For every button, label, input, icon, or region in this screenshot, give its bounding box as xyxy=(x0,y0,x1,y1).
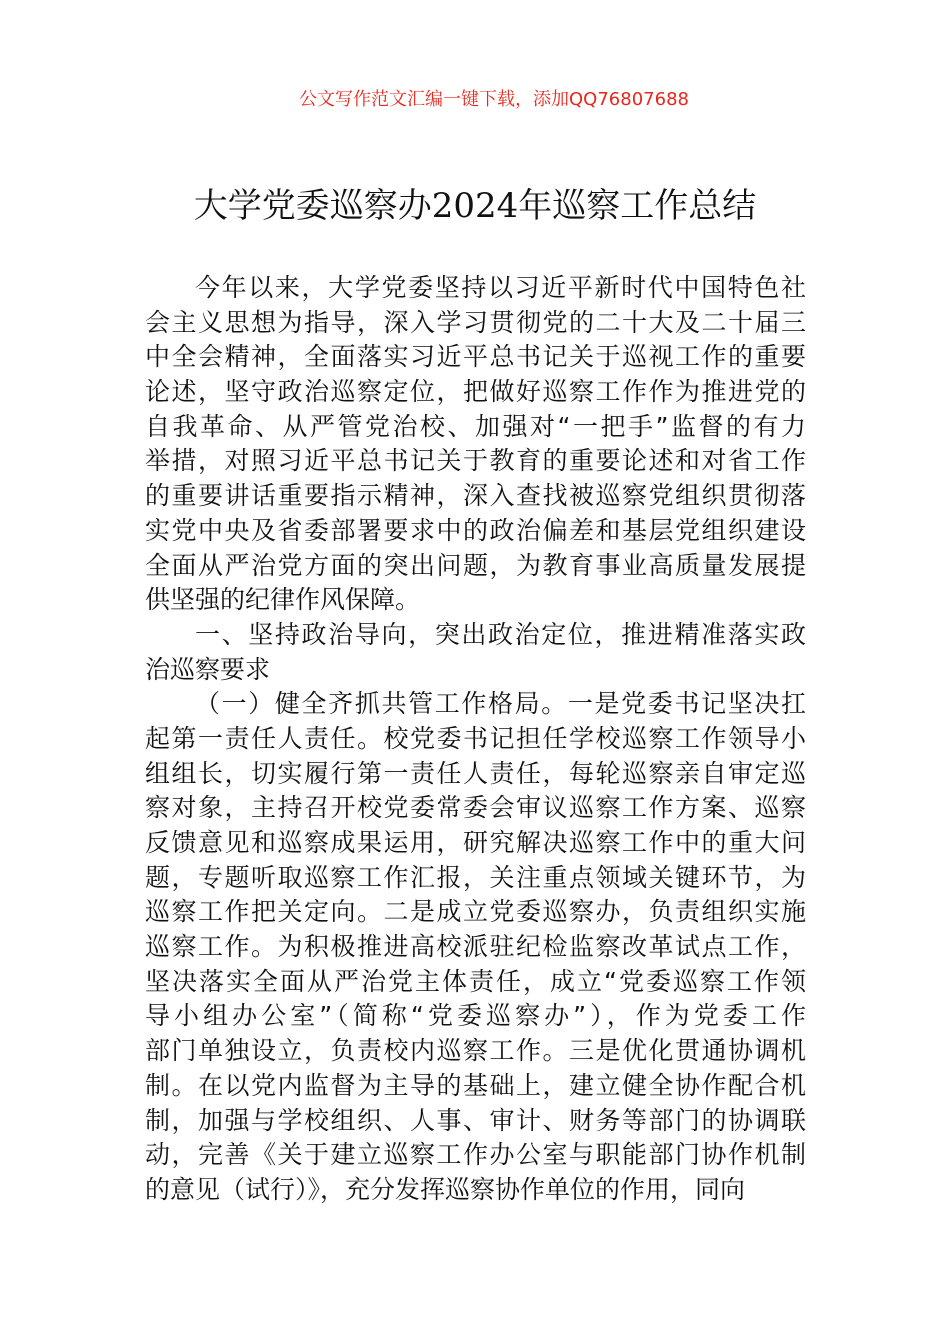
paragraph-line: 反馈意见和巡察成果运用，研究解决巡察工作中的重大问 xyxy=(145,828,806,857)
section-heading-line: 一、坚持政治导向，突出政治定位，推进精准落实政 xyxy=(195,619,806,649)
paragraph-line: 中全会精神，全面落实习近平总书记关于巡视工作的重要 xyxy=(145,342,806,372)
paragraph-line: 全面从严治党方面的突出问题，为教育事业高质量发展提 xyxy=(145,550,806,580)
paragraph-line: 导小组办公室”（简称“党委巡察办”），作为党委工作 xyxy=(145,1001,806,1031)
document-body xyxy=(145,271,806,1208)
document-title: 大学党委巡察办2024年巡察工作总结 xyxy=(193,186,757,226)
paragraph-line: 起第一责任人责任。校党委书记担任学校巡察工作领导小 xyxy=(145,723,806,753)
paragraph-line: 的意见（试行）》，充分发挥巡察协作单位的作用，同向 xyxy=(145,1174,746,1204)
paragraph-line: 举措，对照习近平总书记关于教育的重要论述和对省工作 xyxy=(145,446,806,476)
paragraph-line: 部门单独设立，负责校内巡察工作。三是优化贯通协调机 xyxy=(145,1036,806,1066)
watermark-header: 公文写作范文汇编一键下载，添加QQ76807688 xyxy=(299,89,689,110)
paragraph-line: 巡察工作把关定向。二是成立党委巡察办，负责组织实施 xyxy=(145,897,806,927)
paragraph-line: 组组长，切实履行第一责任人责任，每轮巡察亲自审定巡 xyxy=(145,758,806,788)
paragraph-line: 今年以来，大学党委坚持以习近平新时代中国特色社 xyxy=(195,273,806,302)
paragraph-line: 自我革命、从严管党治校、加强对“一把手”监督的有力 xyxy=(145,411,806,441)
paragraph-line: 的重要讲话重要指示精神，深入查找被巡察党组织贯彻落 xyxy=(145,481,806,511)
paragraph-line: 制，加强与学校组织、人事、审计、财务等部门的协调联 xyxy=(145,1105,806,1135)
paragraph-line: 会主义思想为指导，深入学习贯彻党的二十大及二十届三 xyxy=(145,307,806,337)
paragraph-line: 供坚强的纪律作风保障。 xyxy=(145,585,421,615)
paragraph-line: 实党中央及省委部署要求中的政治偏差和基层党组织建设 xyxy=(145,515,806,545)
paragraph-line: 论述，坚守政治巡察定位，把做好巡察工作作为推进党的 xyxy=(145,377,806,407)
paragraph-line: 巡察工作。为积极推进高校派驻纪检监察改革试点工作， xyxy=(145,932,806,962)
paragraph-line: 制。在以党内监督为主导的基础上，建立健全协作配合机 xyxy=(145,1070,806,1100)
paragraph-line: 题，专题听取巡察工作汇报，关注重点领域关键环节，为 xyxy=(145,862,806,892)
paragraph-line: 动，完善《关于建立巡察工作办公室与职能部门协作机制 xyxy=(145,1140,806,1170)
section-heading-line: 治巡察要求 xyxy=(145,654,271,684)
paragraph-line: （一）健全齐抓共管工作格局。一是党委书记坚决扛 xyxy=(195,689,806,719)
paragraph-line: 察对象，主持召开校党委常委会审议巡察工作方案、巡察 xyxy=(145,793,806,823)
paragraph-line: 坚决落实全面从严治党主体责任，成立“党委巡察工作领 xyxy=(145,966,806,996)
